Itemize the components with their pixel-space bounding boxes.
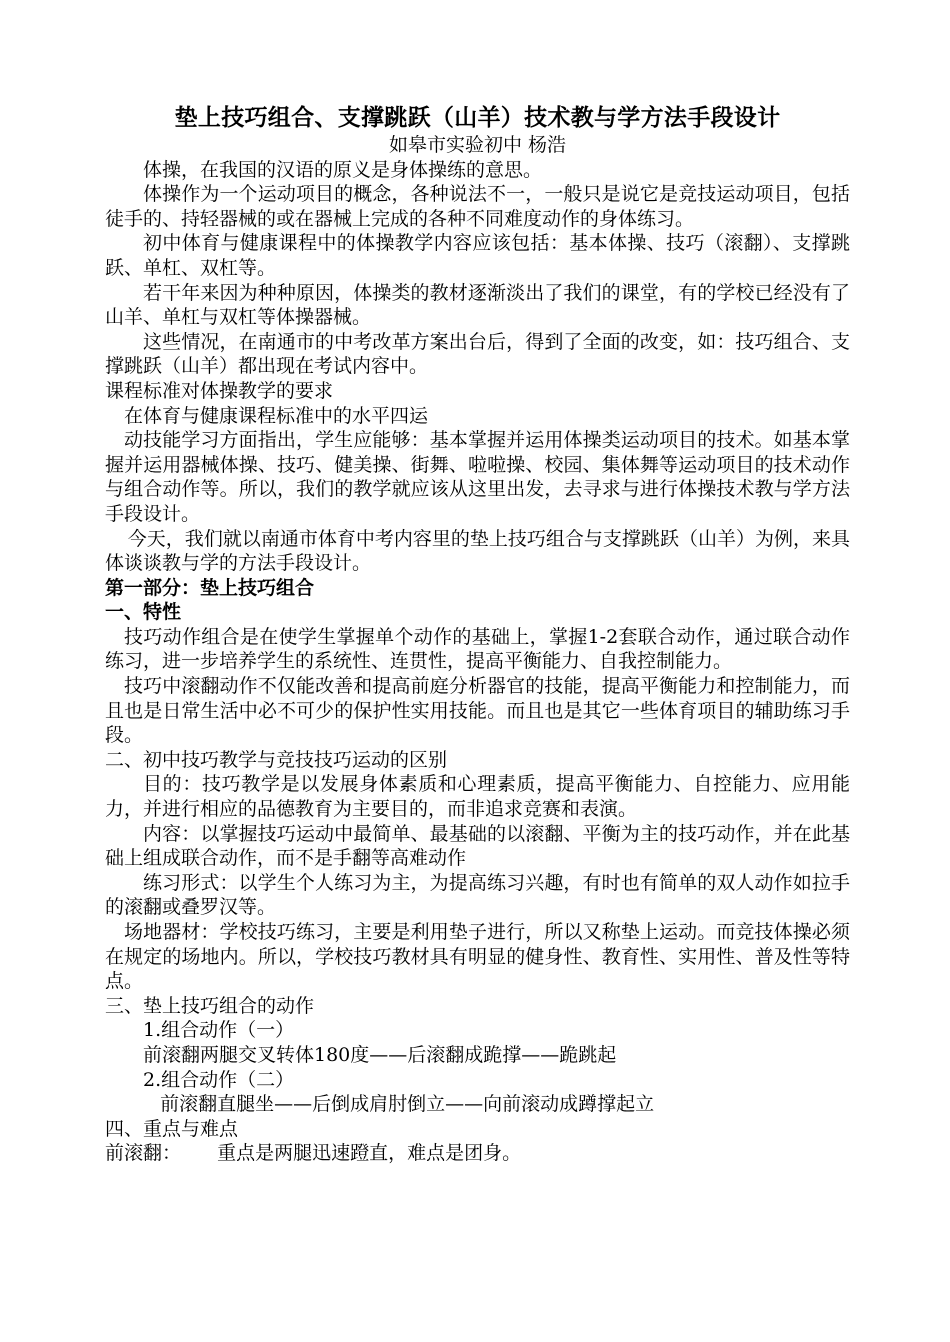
intro-paragraph-2: 体操作为一个运动项目的概念，各种说法不一，一般只是说它是竞技运动项目，包括徒手的、持轻器械的或在器械上完成的各种不同难度动作的身体练习。 bbox=[105, 183, 850, 230]
document-title: 垫上技巧组合、支撑跳跃（山羊）技术教与学方法手段设计 bbox=[174, 104, 781, 131]
section4-heading: 四、重点与难点 bbox=[105, 1117, 239, 1140]
section2-goal: 目的：技巧教学是以发展身体素质和心理素质，提高平衡能力、自控能力、应用能力，并进行相应的品德教育为主要目的，而非追求竞赛和表演。 bbox=[105, 773, 850, 821]
combo2-label: 2.组合动作（二） bbox=[143, 1068, 295, 1091]
section2-content: 内容：以掌握技巧运动中最简单、最基础的以滚翻、平衡为主的技巧动作，并在此基础上组成联合动作，而不是手翻等高难动作 bbox=[105, 822, 850, 870]
part1-heading: 第一部分：垫上技巧组合 bbox=[105, 576, 315, 599]
standards-body: 动技能学习方面指出，学生应能够：基本掌握并运用体操类运动项目的技术。如基本掌握并运用器械体操、技巧、健美操、街舞、啦啦操、校园、集体舞等运动项目的技术动作与组合动作等。所以，我们的教学就应该从这里出发，去寻求与进行体操技术教与学方法手段设计。 bbox=[105, 429, 850, 525]
intro-paragraph-5: 这些情况，在南通市的中考改革方案出台后，得到了全面的改变，如：技巧组合、支撑跳跃（山羊）都出现在考试内容中。 bbox=[105, 330, 850, 378]
intro-paragraph-1: 体操，在我国的汉语的原义是身体操练的意思。 bbox=[143, 158, 543, 181]
combo1-label: 1.组合动作（一） bbox=[143, 1019, 295, 1042]
document-page bbox=[105, 103, 850, 1166]
combo1-text: 前滚翻两腿交叉转体180度——后滚翻成跪撑——跪跳起 bbox=[143, 1043, 617, 1066]
section3-heading: 三、垫上技巧组合的动作 bbox=[105, 994, 315, 1017]
section1-heading: 一、特性 bbox=[105, 601, 182, 624]
combo2-text: 前滚翻直腿坐——后倒成肩肘倒立——向前滚动成蹲撑起立 bbox=[160, 1093, 655, 1116]
today-paragraph: 今天，我们就以南通市体育中考内容里的垫上技巧组合与支撑跳跃（山羊）为例，来具体谈谈教与学的方法手段设计。 bbox=[105, 527, 850, 575]
section2-heading: 二、初中技巧教学与竞技技巧运动的区别 bbox=[105, 748, 448, 771]
section2-form: 练习形式：以学生个人练习为主，为提高练习兴趣，有时也有简单的双人动作如拉手的滚翻或叠罗汉等。 bbox=[105, 871, 850, 919]
author-line: 如皋市实验初中 杨浩 bbox=[388, 134, 567, 156]
standards-subline: 在体育与健康课程标准中的水平四运 bbox=[124, 404, 429, 427]
section1-paragraph-2: 技巧中滚翻动作不仅能改善和提高前庭分析器官的技能，提高平衡能力和控制能力，而且也是日常生活中必不可少的保护性实用技能。而且也是其它一些体育项目的辅助练习手段。 bbox=[105, 675, 850, 747]
standards-heading: 课程标准对体操教学的要求 bbox=[105, 379, 334, 402]
forward-roll-text: 重点是两腿迅速蹬直，难点是团身。 bbox=[217, 1142, 522, 1165]
intro-paragraph-3: 初中体育与健康课程中的体操教学内容应该包括：基本体操、技巧（滚翻）、支撑跳跃、单杠、双杠等。 bbox=[105, 232, 850, 279]
forward-roll-row bbox=[105, 1141, 850, 1166]
section1-paragraph-1: 技巧动作组合是在使学生掌握单个动作的基础上，掌握1-2套联合动作，通过联合动作练习，进一步培养学生的系统性、连贯性，提高平衡能力、自我控制能力。 bbox=[105, 625, 850, 673]
section2-venue: 场地器材：学校技巧练习，主要是利用垫子进行，所以又称垫上运动。而竞技体操必须在规定的场地内。所以，学校技巧教材具有明显的健身性、教育性、实用性、普及性等特点。 bbox=[105, 921, 850, 993]
intro-paragraph-4: 若干年来因为种种原因，体操类的教材逐渐淡出了我们的课堂，有的学校已经没有了山羊、单杠与双杠等体操器械。 bbox=[105, 281, 850, 329]
forward-roll-label: 前滚翻： bbox=[105, 1142, 182, 1165]
